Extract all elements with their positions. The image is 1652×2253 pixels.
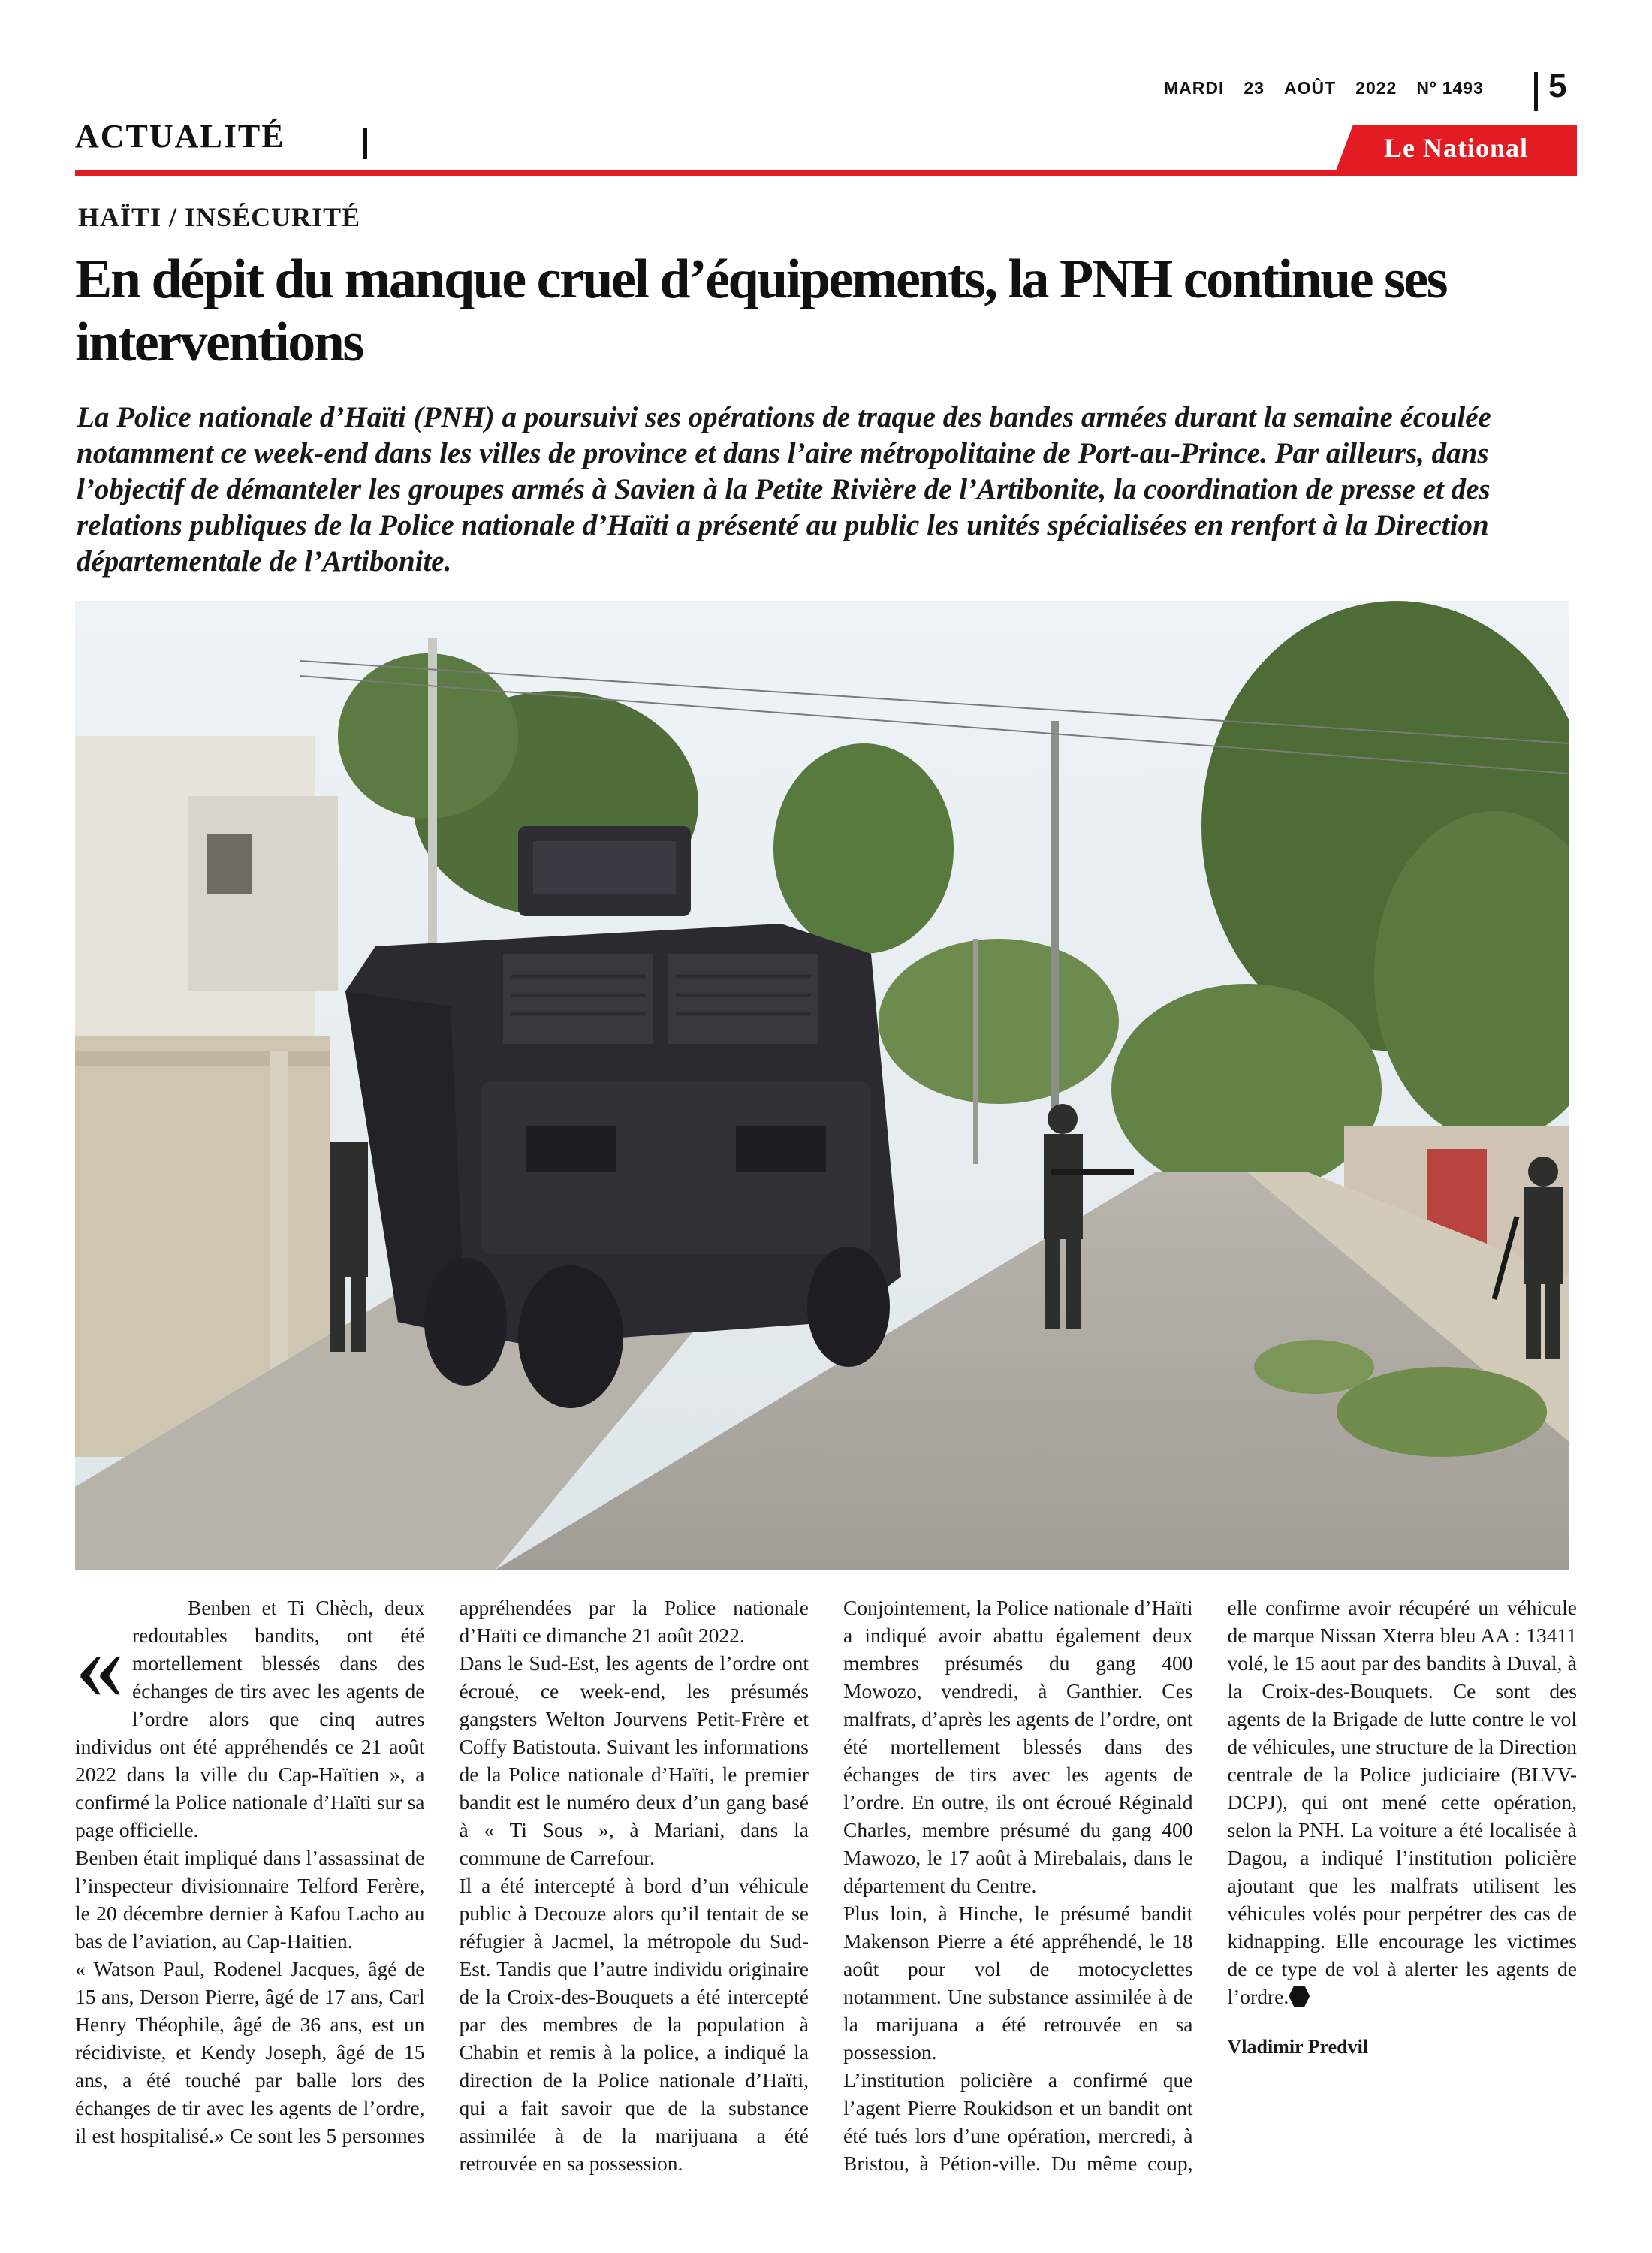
page-number-divider xyxy=(1534,72,1538,111)
section-divider xyxy=(363,128,367,159)
article-headline: En dépit du manque cruel d’équipements, la PNH continue ses interventions xyxy=(75,249,1447,373)
article-kicker: HAÏTI / INSÉCURITÉ xyxy=(78,202,361,232)
opening-quote-mark: « xyxy=(75,1612,124,1720)
body-paragraph: « Watson Paul, Rodenel Jacques, âgé de 15 ans, Derson Pierre, âgé de 17 ans, Carl Henry Théophile, âgé de 36 ans, est un récidiviste, et Kendy Joseph, âgé de 15 ans, a été touché par balle lors des échanges de tir avec les agents de l’ordre, il est hospitalisé.» Ce sont les 5 personnes appréhendées par la Police nationale d’Haïti ce dimanche 21 août 2022. xyxy=(75,1596,809,2147)
issue-date: 23 xyxy=(1244,78,1265,98)
body-paragraph: Benben et Ti Chèch, deux redoutables bandits, ont été mortellement blessés dans des échanges de tirs avec les agents de l’ordre alors que cinq autres individus ont été appréhendés ce 21 août 2022 dans la ville du Cap-Haïtien », a confirmé la Police nationale d’Haïti sur sa page officielle. xyxy=(75,1596,425,1841)
body-paragraph-text: L’institution policière a confirmé que l’agent Pierre Roukidson et un bandit ont été tués lors d’une opération, mercredi, à Bristou, à Pétion-ville. Du même coup, elle confirme avoir récupéré un véhicule de marque Nissan Xterra bleu AA : 13411 volé, le 15 aout par des bandits à Duval, à la Croix-des-Bouquets. Ce sont des agents de la Brigade de lutte contre le vol de véhicules, une structure de la Direction centrale de la Police judiciaire (BLVV-DCPJ), qui ont mené cette opération, selon la PNH. La voiture a été localisée à Dagou, a indiqué l’institution policière ajoutant que les malfrats utilisent les véhicules volés pour perpétrer des cas de kidnapping. Elle encourage les victimes de ce type de vol à alerter les agents de l’ordre. xyxy=(843,1596,1577,2175)
article-photo xyxy=(75,601,1569,1570)
newspaper-name: Le National xyxy=(1383,133,1528,163)
body-paragraph: Il a été intercepté à bord d’un véhicule public à Decouze alors qu’il tentait de se réfugier à Jacmel, la métropole du Sud-Est. Tandis que l’autre individu originaire de la Croix-des-Bouquets a été intercepté par des membres de la population à Chabin et remis à la police, a indiqué la direction de la Police nationale d’Haïti, qui a fait savoir que de la substance assimilée à de la marijuana a été retrouvée en sa possession. xyxy=(459,1874,809,2175)
section-label: ACTUALITÉ xyxy=(75,118,285,155)
armored-vehicle-photo xyxy=(75,601,1569,1570)
page-number: 5 xyxy=(1548,68,1567,104)
article-author: Vladimir Predvil xyxy=(1227,2036,1369,2058)
issue-number: Nº 1493 xyxy=(1416,78,1484,98)
body-paragraph: Benben était impliqué dans l’assassinat de l’inspecteur divisionnaire Telford Ferère, le 20 décembre dernier à Kafou Lacho au bas de l’aviation, au Cap-Haitien. xyxy=(75,1846,425,1953)
issue-year: 2022 xyxy=(1355,78,1397,98)
issue-date-line xyxy=(1164,78,1484,98)
body-paragraph: Dans le Sud-Est, les agents de l’ordre ont écroué, ce week-end, les présumés gangsters Welton Jourvens Petit-Frère et Coffy Batistouta. Suivant les informations de la Police nationale d’Haïti, le premier bandit est le numéro deux d’un gang basé à « Ti Sous », à Mariani, dans la commune de Carrefour. xyxy=(459,1651,809,1869)
body-paragraph: Plus loin, à Hinche, le présumé bandit Makenson Pierre a été appréhendé, le 18 août pour vol de motocyclettes notamment. Une substance assimilée à de la marijuana a été retrouvée en sa possession. xyxy=(843,1902,1193,2064)
article-lead: La Police nationale d’Haïti (PNH) a poursuivi ses opérations de traque des bandes armées durant la semaine écoulée notamment ce week-end dans les villes de province et dans l’aire métropolitaine de Port-au-Prince. Par ailleurs, dans l’objectif de démanteler les groupes armés à Savien à la Petite Rivière de l’Artibonite, la coordination de presse et des relations publiques de la Police nationale d’Haïti a présenté au public les unités spécialisées en renfort à la Direction départementale de l’Artibonite. xyxy=(77,401,1491,578)
issue-month: AOÛT xyxy=(1283,78,1337,98)
header-red-rule xyxy=(75,170,1577,176)
hexagon-end-icon xyxy=(1289,1986,1310,2007)
article-body xyxy=(75,1594,1577,2194)
issue-day: MARDI xyxy=(1164,78,1225,98)
body-paragraph: Conjointement, la Police nationale d’Haïti a indiqué avoir abattu également deux membres présumés du gang 400 Mowozo, vendredi, à Ganthier. Ces malfrats, d’après les agents de l’ordre, ont été mortellement blessés dans des échanges de tirs avec les agents de l’ordre. En outre, ils ont écroué Réginald Charles, membre présumé du gang 400 Mawozo, le 17 août à Mirebalais, dans le département du Centre. xyxy=(843,1596,1193,1897)
